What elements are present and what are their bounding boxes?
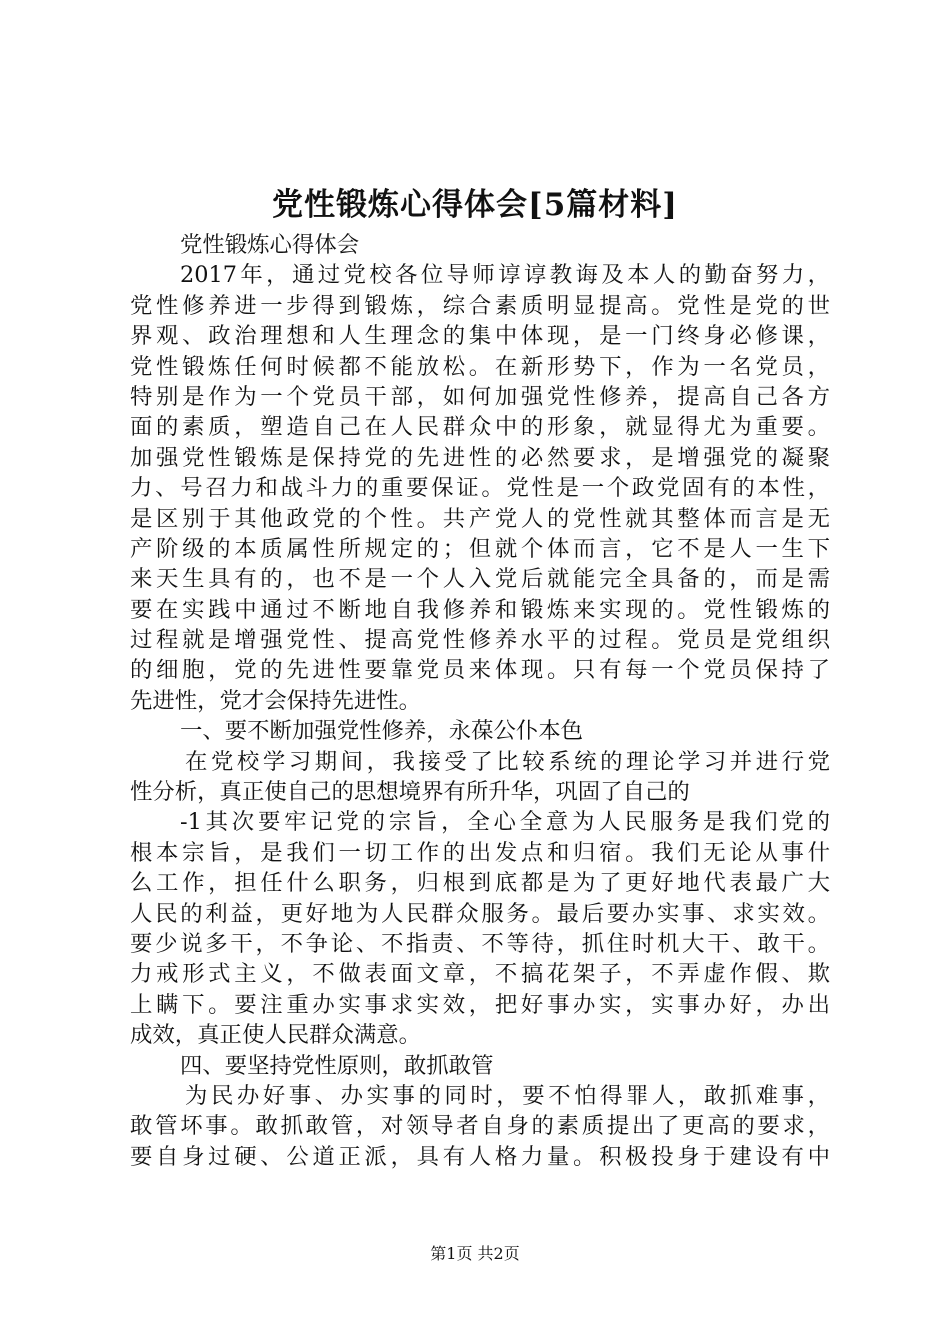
paragraph-line: 是区别于其他政党的个性。共产党人的党性就其整体而言是无 xyxy=(130,505,830,532)
paragraph-line: 的细胞，党的先进性要靠党员来体现。只有每一个党员保持了 xyxy=(130,657,830,684)
section-heading: 四、要坚持党性原则，敢抓敢管 xyxy=(180,1052,494,1079)
paragraph-line: 为民办好事、办实事的同时，要不怕得罪人，敢抓难事， xyxy=(185,1082,830,1109)
paragraph-line: 力戒形式主义，不做表面文章，不搞花架子，不弄虚作假、欺 xyxy=(130,961,830,988)
paragraph-line: 党性锻炼任何时候都不能放松。在新形势下，作为一名党员， xyxy=(130,353,830,380)
paragraph-line: 要在实践中通过不断地自我修养和锻炼来实现的。党性锻炼的 xyxy=(130,596,830,623)
paragraph-line: -1其次要牢记党的宗旨，全心全意为人民服务是我们党的 xyxy=(180,809,830,836)
section-heading: 党性锻炼心得体会 xyxy=(180,232,360,258)
paragraph-line: 过程就是增强党性、提高党性修养水平的过程。党员是党组织 xyxy=(130,627,830,654)
paragraph-line: 在党校学习期间，我接受了比较系统的理论学习并进行党 xyxy=(185,748,830,775)
paragraph-line: 性分析，真正使自己的思想境界有所升华，巩固了自己的 xyxy=(130,779,690,806)
paragraph-line: 2017年，通过党校各位导师谆谆教诲及本人的勤奋努力， xyxy=(180,262,830,289)
paragraph-line: 么工作，担任什么职务，归根到底都是为了更好地代表最广大 xyxy=(130,870,830,897)
paragraph-line: 面的素质，塑造自己在人民群众中的形象，就显得尤为重要。 xyxy=(130,414,830,441)
paragraph-line: 特别是作为一个党员干部，如何加强党性修养，提高自己各方 xyxy=(130,383,830,410)
document-title: 党性锻炼心得体会[5篇材料] xyxy=(272,187,678,223)
paragraph-line: 党性修养进一步得到锻炼，综合素质明显提高。党性是党的世 xyxy=(130,292,830,319)
paragraph-line: 敢管坏事。敢抓敢管，对领导者自身的素质提出了更高的要求， xyxy=(130,1113,830,1140)
page-footer: 第1页 共2页 xyxy=(430,1244,520,1263)
paragraph-line: 产阶级的本质属性所规定的；但就个体而言，它不是人一生下 xyxy=(130,535,830,562)
paragraph-line: 要自身过硬、公道正派，具有人格力量。积极投身于建设有中 xyxy=(130,1143,830,1170)
document-body xyxy=(130,230,830,1172)
paragraph-line: 人民的利益，更好地为人民群众服务。最后要办实事、求实效。 xyxy=(130,900,830,927)
paragraph-line: 成效，真正使人民群众满意。 xyxy=(130,1022,422,1049)
section-heading: 一、要不断加强党性修养，永葆公仆本色 xyxy=(180,718,584,745)
paragraph-line: 上瞒下。要注重办实事求实效，把好事办实，实事办好，办出 xyxy=(130,991,830,1018)
paragraph-line: 力、号召力和战斗力的重要保证。党性是一个政党固有的本性， xyxy=(130,475,830,502)
paragraph-line: 先进性，党才会保持先进性。 xyxy=(130,687,422,714)
paragraph-line: 要少说多干，不争论、不指责、不等待，抓住时机大干、敢干。 xyxy=(130,930,830,957)
paragraph-line: 界观、政治理想和人生理念的集中体现，是一门终身必修课， xyxy=(130,323,830,350)
paragraph-line: 加强党性锻炼是保持党的先进性的必然要求，是增强党的凝聚 xyxy=(130,444,830,471)
paragraph-line: 根本宗旨，是我们一切工作的出发点和归宿。我们无论从事什 xyxy=(130,839,830,866)
paragraph-line: 来天生具有的，也不是一个人入党后就能完全具备的，而是需 xyxy=(130,566,830,593)
